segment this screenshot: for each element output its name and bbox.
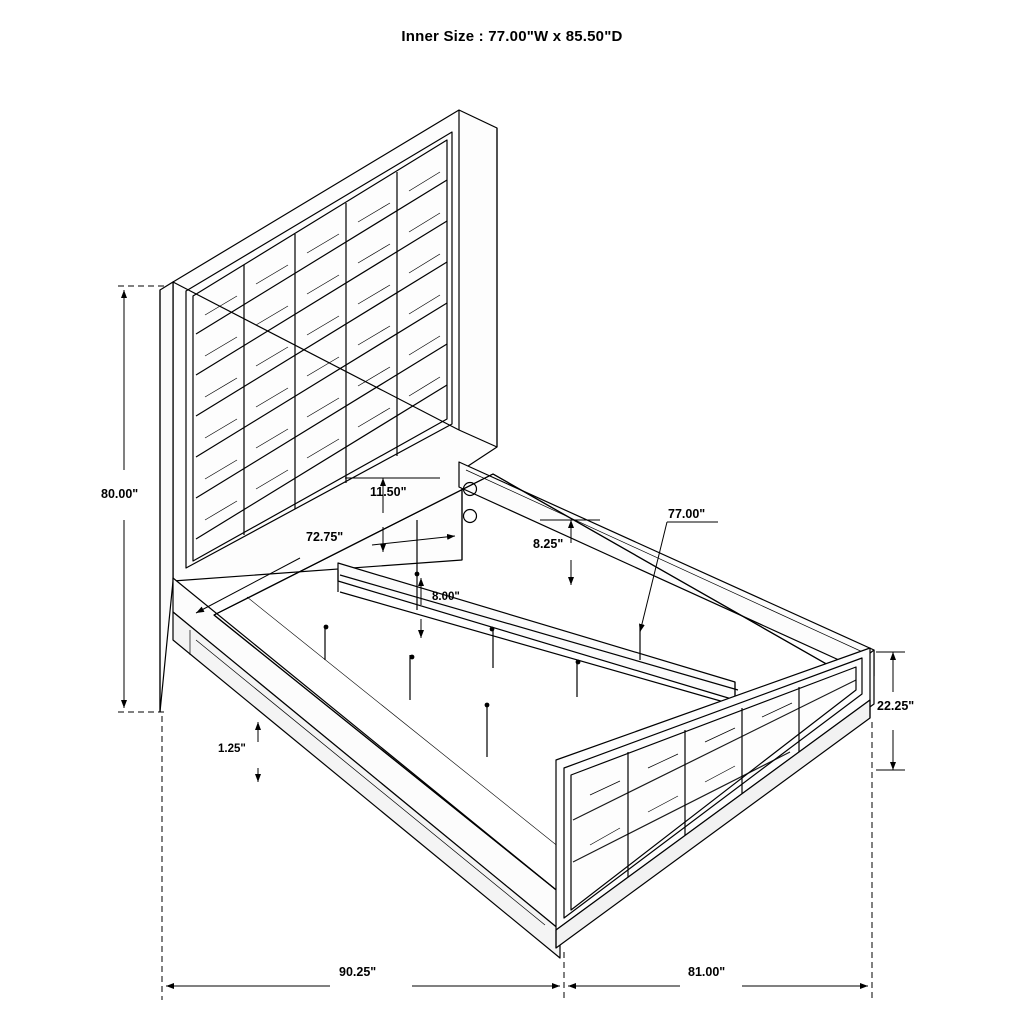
dimension-footboard-height: 22.25"	[877, 699, 915, 713]
dimension-headboard-inner-width: 72.75"	[306, 530, 344, 544]
headboard-post-group	[160, 282, 173, 712]
dimension-overall-height: 80.00"	[101, 487, 139, 501]
dimension-overall-width: 81.00"	[688, 965, 726, 979]
dimension-rail-thickness: 1.25"	[218, 743, 246, 755]
dimension-slat-clearance: 11.50"	[370, 485, 407, 499]
dimension-inner-width-callout: 77.00"	[668, 507, 706, 521]
dimension-rail-offset: 8.25"	[533, 537, 564, 551]
headboard-group	[173, 110, 497, 581]
dimension-overall-depth: 90.25"	[339, 965, 377, 979]
page-title: Inner Size : 77.00"W x 85.50"D	[401, 28, 623, 45]
dimension-center-support-height: 8.00"	[432, 591, 460, 603]
